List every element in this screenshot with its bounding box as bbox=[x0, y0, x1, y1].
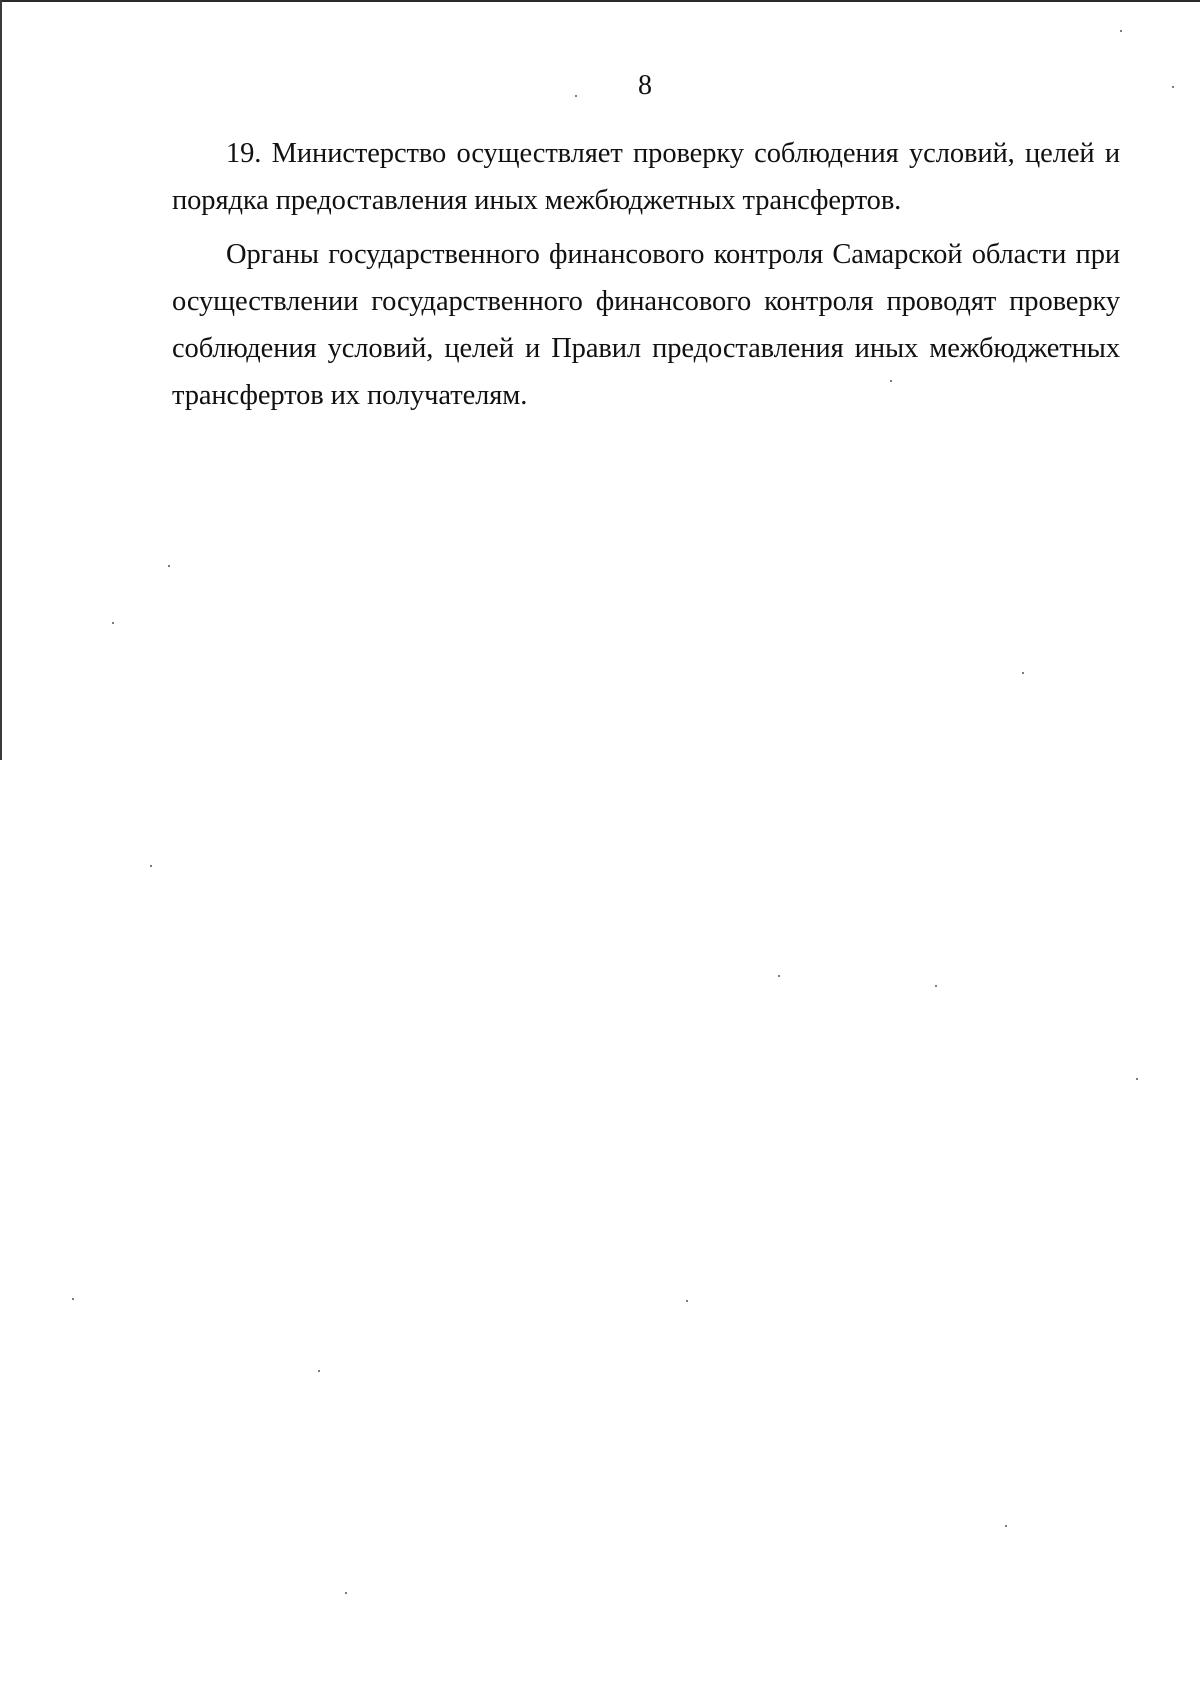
scan-speck bbox=[575, 95, 577, 97]
document-body bbox=[172, 130, 1120, 426]
scan-speck bbox=[168, 565, 170, 567]
scan-speck bbox=[1172, 86, 1174, 88]
scan-speck bbox=[318, 1370, 320, 1372]
scan-speck bbox=[1022, 672, 1024, 674]
scan-speck bbox=[150, 865, 152, 867]
scan-speck bbox=[935, 985, 937, 987]
paragraph-19: 19. Министерство осуществляет проверку соблюдения условий, целей и порядка предоставления иных межбюджетных трансфертов. bbox=[172, 138, 1120, 216]
scan-speck bbox=[112, 622, 114, 624]
scan-speck bbox=[1005, 1525, 1007, 1527]
page-number: 8 bbox=[638, 70, 652, 101]
scan-speck bbox=[778, 975, 780, 977]
scan-speck bbox=[890, 380, 892, 382]
scan-speck bbox=[72, 1298, 74, 1300]
scan-speck bbox=[345, 1592, 347, 1594]
scan-edge-top bbox=[0, 0, 1200, 2]
scan-edge-left bbox=[0, 0, 2, 760]
paragraph-control-bodies: Органы государственного финансового контроля Самарской области при осуществлении государственного финансового контроля проводят проверку соблюдения условий, целей и Правил предоставления иных межбюджетных трансфертов их получателям. bbox=[172, 239, 1120, 411]
scan-speck bbox=[1136, 1078, 1138, 1080]
scan-speck bbox=[686, 1300, 688, 1302]
scan-speck bbox=[1120, 30, 1122, 32]
